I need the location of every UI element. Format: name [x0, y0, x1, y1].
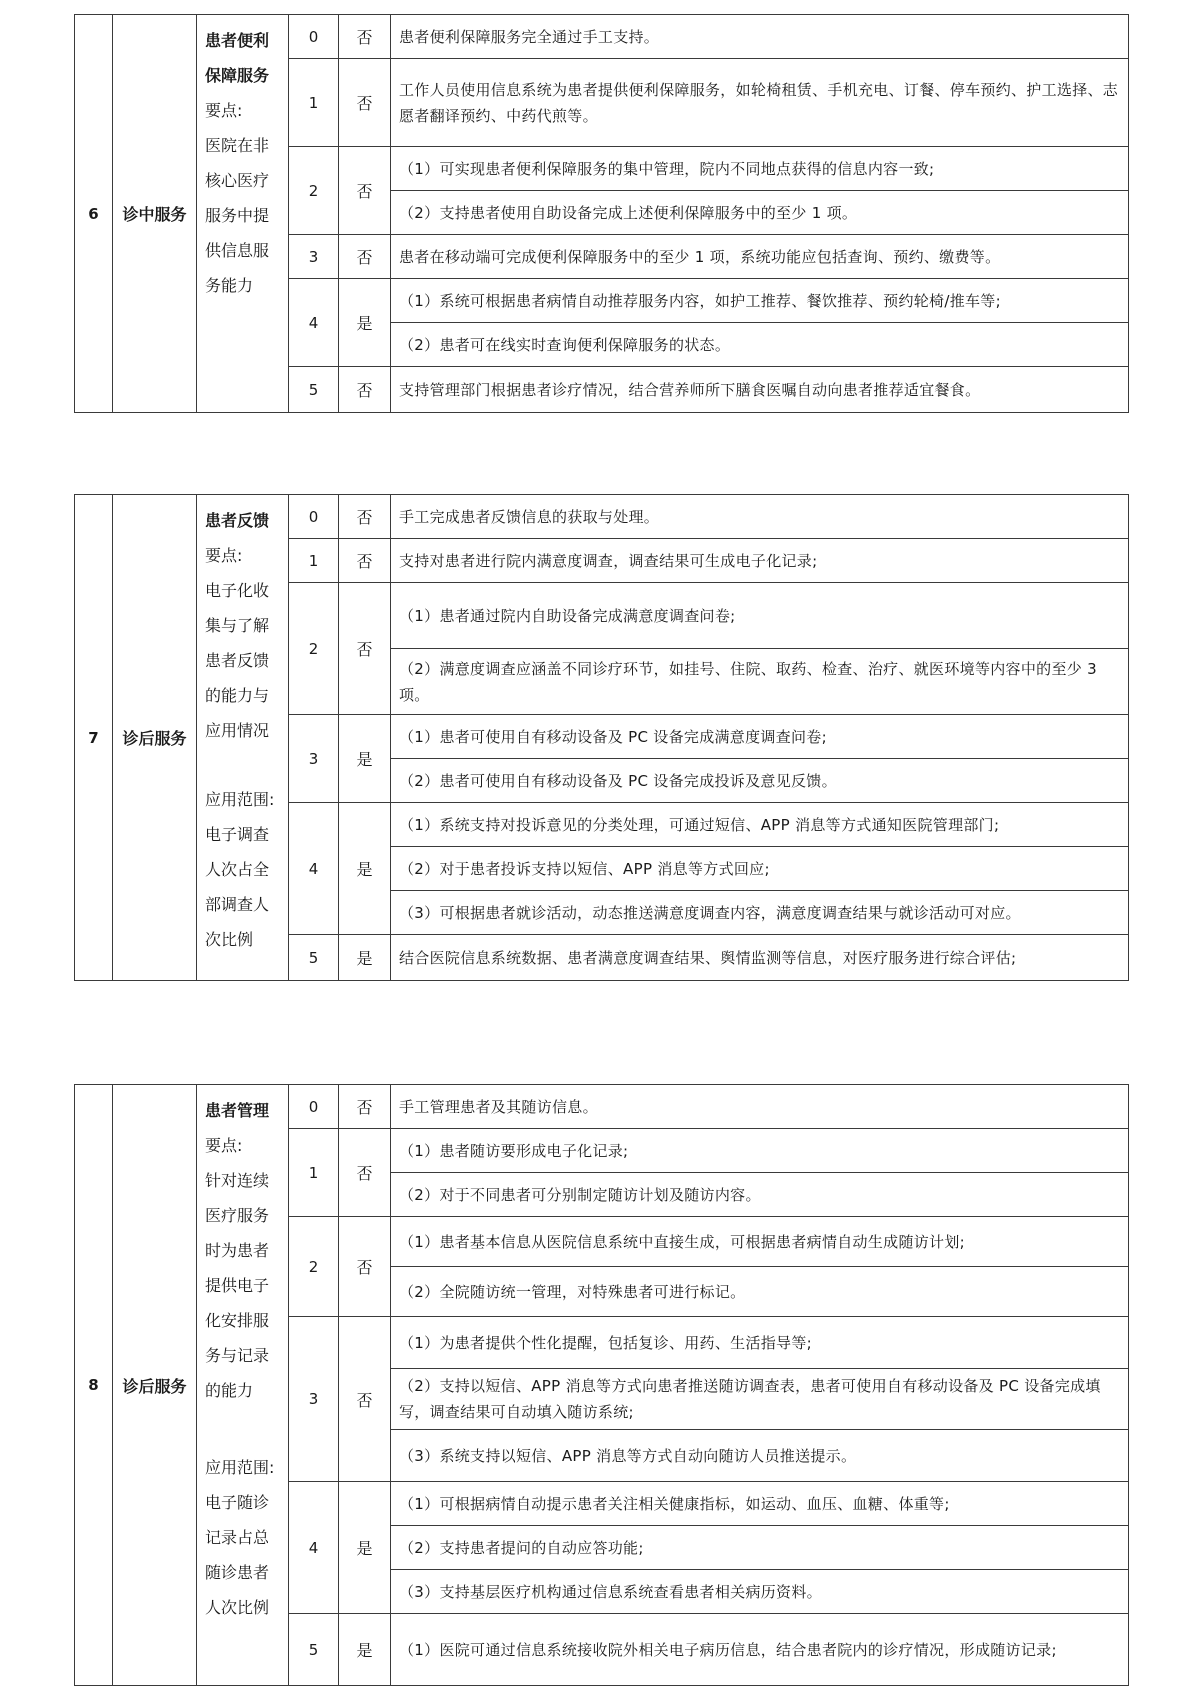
table-row — [75, 15, 1129, 59]
item-description — [197, 15, 289, 413]
compliance-status: 否 — [356, 28, 373, 47]
scope-label: 应用范围: — [205, 1458, 275, 1477]
compliance-status: 否 — [356, 248, 373, 267]
item-description — [197, 1085, 289, 1686]
requirement-text: （1）系统可根据患者病情自动推荐服务内容，如护工推荐、餐饮推荐、预约轮椅/推车等; — [399, 291, 1001, 310]
level-cell — [289, 803, 339, 935]
compliance-status: 是 — [356, 314, 373, 333]
table-row — [75, 495, 1129, 539]
requirement-cell — [391, 323, 1129, 367]
level-number: 1 — [308, 1163, 319, 1182]
item-number-text: 6 — [88, 204, 99, 223]
compliance-status: 是 — [356, 949, 373, 968]
requirement-text: （2）患者可使用自有移动设备及 PC 设备完成投诉及意见反馈。 — [399, 771, 837, 790]
level-cell — [289, 583, 339, 715]
level-cell — [289, 935, 339, 981]
evaluation-table — [74, 494, 1129, 981]
compliance-cell — [339, 495, 391, 539]
item-number-text: 7 — [88, 728, 99, 747]
compliance-cell — [339, 803, 391, 935]
key-point-label: 要点: — [205, 1136, 243, 1155]
compliance-cell — [339, 715, 391, 803]
compliance-cell — [339, 935, 391, 981]
level-cell — [289, 367, 339, 413]
requirement-text: （2）患者可在线实时查询便利保障服务的状态。 — [399, 335, 731, 354]
level-cell — [289, 1129, 339, 1217]
item-title: 患者管理 — [205, 1101, 270, 1120]
requirement-cell — [391, 191, 1129, 235]
key-point-text: 电子化收集与了解患者反馈的能力与应用情况 — [205, 581, 270, 740]
compliance-cell — [339, 235, 391, 279]
requirement-text: （2）对于不同患者可分别制定随访计划及随访内容。 — [399, 1185, 761, 1204]
table-row — [75, 1085, 1129, 1129]
requirement-text: （1）患者随访要形成电子化记录; — [399, 1141, 629, 1160]
requirement-cell — [391, 235, 1129, 279]
level-cell — [289, 1085, 339, 1129]
level-number: 0 — [308, 507, 319, 526]
requirement-cell — [391, 1369, 1129, 1430]
requirement-cell — [391, 715, 1129, 759]
compliance-status: 否 — [356, 640, 373, 659]
item-number-text: 8 — [88, 1376, 99, 1394]
compliance-cell — [339, 367, 391, 413]
requirement-text: （1）患者通过院内自助设备完成满意度调查问卷; — [399, 606, 736, 625]
requirement-text: （1）医院可通过信息系统接收院外相关电子病历信息，结合患者院内的诊疗情况，形成随访记录; — [399, 1640, 1057, 1659]
requirement-cell — [391, 1267, 1129, 1317]
requirement-cell — [391, 279, 1129, 323]
level-cell — [289, 279, 339, 367]
requirement-cell — [391, 539, 1129, 583]
requirement-cell — [391, 1570, 1129, 1614]
level-cell — [289, 1482, 339, 1614]
level-cell — [289, 1217, 339, 1317]
requirement-text: （1）可实现患者便利保障服务的集中管理，院内不同地点获得的信息内容一致; — [399, 159, 935, 178]
requirement-cell — [391, 1614, 1129, 1686]
requirement-text: （2）对于患者投诉支持以短信、APP 消息等方式回应; — [399, 859, 770, 878]
requirement-cell — [391, 935, 1129, 981]
requirement-cell — [391, 649, 1129, 715]
level-number: 1 — [308, 93, 319, 112]
level-cell — [289, 715, 339, 803]
compliance-cell — [339, 15, 391, 59]
compliance-cell — [339, 1482, 391, 1614]
item-title: 患者便利保障服务 — [205, 31, 270, 85]
requirement-text: （2）全院随访统一管理，对特殊患者可进行标记。 — [399, 1282, 746, 1301]
compliance-cell — [339, 1129, 391, 1217]
requirement-cell — [391, 1129, 1129, 1173]
requirement-text: （3）支持基层医疗机构通过信息系统查看患者相关病历资料。 — [399, 1582, 822, 1601]
requirement-text: 结合医院信息系统数据、患者满意度调查结果、舆情监测等信息，对医疗服务进行综合评估; — [399, 948, 1017, 967]
requirement-cell — [391, 891, 1129, 935]
level-cell — [289, 15, 339, 59]
level-number: 0 — [308, 1097, 319, 1116]
level-cell — [289, 235, 339, 279]
compliance-status: 否 — [356, 1258, 373, 1277]
level-cell — [289, 1317, 339, 1482]
service-category-text: 诊后服务 — [122, 1376, 187, 1396]
requirement-text: 支持对患者进行院内满意度调查，调查结果可生成电子化记录; — [399, 551, 818, 570]
compliance-status: 否 — [356, 94, 373, 113]
level-number: 5 — [308, 1640, 319, 1659]
requirement-text: （2）支持以短信、APP 消息等方式向患者推送随访调查表，患者可使用自有移动设备及 PC 设备完成填写，调查结果可自动填入随访系统; — [399, 1377, 1101, 1421]
scope-label: 应用范围: — [205, 790, 275, 809]
requirement-cell — [391, 1526, 1129, 1570]
level-number: 4 — [308, 1538, 319, 1557]
item-number — [75, 15, 113, 413]
compliance-status: 否 — [356, 182, 373, 201]
description-gap — [205, 1408, 280, 1450]
compliance-status: 否 — [356, 552, 373, 571]
item-number — [75, 495, 113, 981]
compliance-cell — [339, 59, 391, 147]
item-title: 患者反馈 — [205, 511, 270, 530]
item-number — [75, 1085, 113, 1686]
requirement-text: （2）支持患者使用自助设备完成上述便利保障服务中的至少 1 项。 — [399, 203, 858, 222]
requirement-cell — [391, 495, 1129, 539]
requirement-cell — [391, 1317, 1129, 1369]
compliance-status: 是 — [356, 750, 373, 769]
description-gap — [205, 748, 280, 782]
level-cell — [289, 1614, 339, 1686]
requirement-cell — [391, 847, 1129, 891]
requirement-cell — [391, 1430, 1129, 1482]
level-number: 2 — [308, 181, 319, 200]
requirement-text: （1）可根据病情自动提示患者关注相关健康指标，如运动、血压、血糖、体重等; — [399, 1494, 950, 1513]
level-cell — [289, 59, 339, 147]
requirement-cell — [391, 15, 1129, 59]
service-category — [113, 495, 197, 981]
requirement-text: 手工管理患者及其随访信息。 — [399, 1097, 598, 1116]
service-category — [113, 15, 197, 413]
requirement-text: 患者便利保障服务完全通过手工支持。 — [399, 27, 660, 46]
compliance-cell — [339, 583, 391, 715]
requirement-text: （1）为患者提供个性化提醒，包括复诊、用药、生活指导等; — [399, 1333, 812, 1352]
level-number: 2 — [308, 639, 319, 658]
requirement-cell — [391, 1085, 1129, 1129]
evaluation-table — [74, 1084, 1129, 1686]
compliance-status: 是 — [356, 1539, 373, 1558]
level-number: 3 — [308, 1390, 319, 1408]
level-number: 4 — [308, 313, 319, 332]
level-number: 0 — [308, 27, 319, 46]
compliance-cell — [339, 1317, 391, 1482]
evaluation-table — [74, 14, 1129, 413]
requirement-text: 工作人员使用信息系统为患者提供便利保障服务，如轮椅租赁、手机充电、订餐、停车预约、护工选择、志愿者翻译预约、中药代煎等。 — [399, 80, 1119, 125]
requirement-cell — [391, 1173, 1129, 1217]
requirement-text: （1）患者可使用自有移动设备及 PC 设备完成满意度调查问卷; — [399, 727, 827, 746]
level-number: 1 — [308, 551, 319, 570]
level-number: 5 — [308, 380, 319, 399]
compliance-cell — [339, 1614, 391, 1686]
scope-text: 电子随诊记录占总随诊患者人次比例 — [205, 1493, 270, 1617]
requirement-cell — [391, 1217, 1129, 1267]
requirement-text: （1）患者基本信息从医院信息系统中直接生成，可根据患者病情自动生成随访计划; — [399, 1232, 966, 1251]
compliance-status: 是 — [356, 1641, 373, 1660]
key-point-label: 要点: — [205, 101, 243, 120]
requirement-cell — [391, 1482, 1129, 1526]
key-point-label: 要点: — [205, 546, 243, 565]
level-number: 3 — [308, 247, 319, 266]
requirement-cell — [391, 367, 1129, 413]
requirement-cell — [391, 59, 1129, 147]
compliance-status: 否 — [356, 508, 373, 527]
compliance-status: 否 — [356, 1098, 373, 1117]
requirement-text: 支持管理部门根据患者诊疗情况，结合营养师所下膳食医嘱自动向患者推荐适宜餐食。 — [399, 380, 981, 399]
level-cell — [289, 147, 339, 235]
compliance-cell — [339, 279, 391, 367]
requirement-text: 患者在移动端可完成便利保障服务中的至少 1 项，系统功能应包括查询、预约、缴费等。 — [399, 247, 1001, 266]
compliance-status: 否 — [356, 1390, 373, 1410]
scope-text: 电子调查人次占全部调查人次比例 — [205, 825, 270, 949]
compliance-status: 否 — [356, 381, 373, 400]
requirement-cell — [391, 583, 1129, 649]
requirement-text: （3）系统支持以短信、APP 消息等方式自动向随访人员推送提示。 — [399, 1446, 857, 1465]
key-point-text: 针对连续医疗服务时为患者提供电子化安排服务与记录的能力 — [205, 1171, 270, 1400]
requirement-text: 手工完成患者反馈信息的获取与处理。 — [399, 507, 660, 526]
requirement-cell — [391, 147, 1129, 191]
compliance-cell — [339, 147, 391, 235]
level-number: 4 — [308, 859, 319, 878]
item-description — [197, 495, 289, 981]
requirement-text: （2）支持患者提问的自动应答功能; — [399, 1538, 644, 1557]
level-cell — [289, 539, 339, 583]
requirement-text: （1）系统支持对投诉意见的分类处理，可通过短信、APP 消息等方式通知医院管理部门; — [399, 815, 1000, 834]
requirement-cell — [391, 803, 1129, 847]
service-category-text: 诊中服务 — [122, 205, 187, 224]
compliance-status: 否 — [356, 1164, 373, 1183]
compliance-status: 是 — [356, 860, 373, 879]
level-number: 3 — [308, 749, 319, 768]
level-number: 5 — [308, 948, 319, 967]
compliance-cell — [339, 1085, 391, 1129]
service-category — [113, 1085, 197, 1686]
level-cell — [289, 495, 339, 539]
key-point-text: 医院在非核心医疗服务中提供信息服务能力 — [205, 136, 270, 295]
requirement-cell — [391, 759, 1129, 803]
compliance-cell — [339, 1217, 391, 1317]
compliance-cell — [339, 539, 391, 583]
service-category-text: 诊后服务 — [122, 729, 187, 748]
requirement-text: （3）可根据患者就诊活动，动态推送满意度调查内容，满意度调查结果与就诊活动可对应。 — [399, 903, 1021, 922]
requirement-text: （2）满意度调查应涵盖不同诊疗环节，如挂号、住院、取药、检查、治疗、就医环境等内容中的至少 3 项。 — [399, 659, 1097, 704]
level-number: 2 — [308, 1257, 319, 1276]
